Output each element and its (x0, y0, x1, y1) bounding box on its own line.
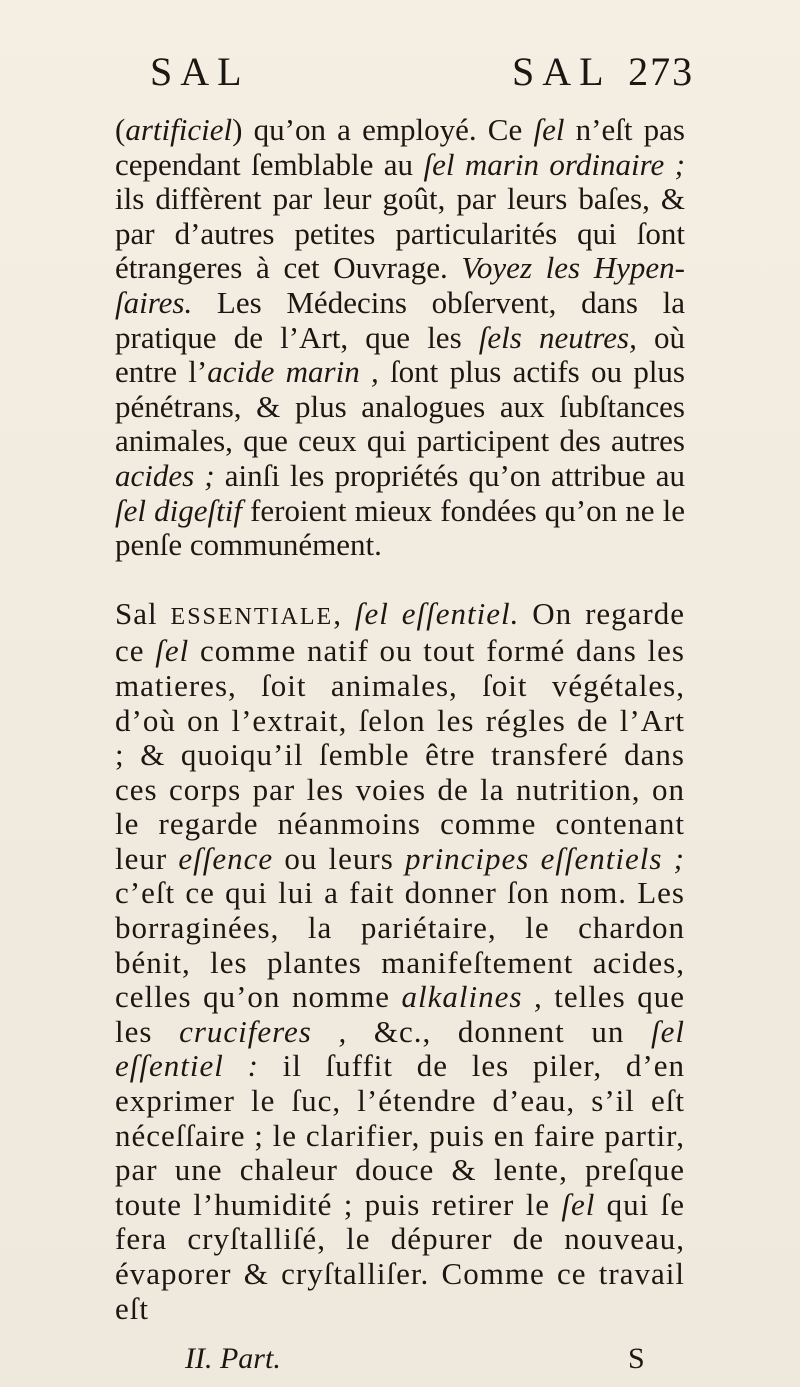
text-run: comme natif ou tout formé dans les matieres, ſoit animales, ſoit végétales, d’où on l’extrait, ſelon les régles de l’Art ; & quoiqu’il ſemble être transferé dans ces corps par les voies de la nutrition, on le regarde néanmoins comme contenant leur (115, 633, 685, 876)
italic-term: ſel digeſtif (115, 492, 242, 528)
text-run: ils diffèrent par leur goût, par leurs baſes, & par d’autres petites particularités qui ſont étrangeres à cet Ouvrage. (115, 181, 685, 286)
text-run: ( (115, 112, 126, 147)
text-run: n’eſt pas cependant ſemblable au (115, 112, 685, 182)
text-run: ou leurs (273, 840, 405, 876)
paragraph-sal-essentiale (115, 597, 685, 1326)
italic-term: Voyez les Hypen-ſaires. (115, 250, 686, 320)
header-left-word: SAL (150, 49, 250, 94)
italic-term: ſel (155, 633, 190, 669)
italic-term: alkalines , (401, 979, 543, 1015)
text-run: On regarde ce (115, 595, 686, 669)
italic-term: principes eſſentiels ; (405, 840, 685, 876)
running-header (150, 48, 695, 98)
italic-term: ſel eſſentiel. (354, 595, 520, 631)
header-right-word: SAL (512, 49, 611, 94)
text-run: ſont plus actifs ou plus pénétrans, & plus analogues aux ſubſtances animales, que ceux qui participent des autres (115, 354, 685, 459)
italic-term: eſſence (178, 840, 274, 876)
page-number: 273 (628, 49, 695, 94)
text-run: ainſi les propriétés qu’on attribue au (214, 457, 685, 493)
text-run: telles que les (115, 979, 685, 1049)
text-run: qui ſe fera cryſtalliſé, le dépurer de nouveau, évaporer & cryſtalliſer. Comme ce travail eſt (115, 1186, 685, 1326)
italic-term: ſels neutres, (478, 319, 637, 355)
header-right (512, 48, 694, 95)
italic-term: artificiel (125, 112, 233, 147)
text-run: Les Médecins obſervent, dans la pratique de l’Art, que les (115, 284, 685, 355)
italic-term: acides ; (115, 457, 215, 493)
italic-term: acide marin , (207, 354, 379, 390)
text-run: , (333, 595, 355, 631)
text-run: Sal (115, 595, 171, 631)
italic-term: ſel marin ordinaire ; (423, 146, 686, 182)
signature-mark: S (628, 1342, 645, 1375)
signature-line: II. Part. (185, 1342, 281, 1375)
italic-term: ſel (533, 112, 565, 147)
text-run: ) qu’on a employé. Ce (232, 112, 534, 147)
text-run: feroient mieux fondées qu’on ne le penſe communément. (115, 492, 685, 563)
italic-term: ſel (561, 1186, 596, 1222)
text-run: où entre l’ (115, 319, 685, 390)
text-run: c’eſt ce qui lui a fait donner ſon nom. Les borraginées, la pariétaire, le chardon bénit, les plantes manifeſtement acides, celles qu’on nomme (115, 875, 685, 1015)
text-run: &c., donnent un (347, 1013, 651, 1049)
italic-term: ſel eſſentiel : (115, 1013, 685, 1084)
italic-term: cruciferes , (179, 1013, 348, 1049)
page-body (115, 113, 685, 1326)
text-run: il ſuffit de les piler, d’en exprimer le ſuc, l’étendre d’eau, s’il eſt néceſſaire ; le clarifier, puis en faire partir, par une chaleur douce & lente, preſque toute l’humidité ; puis retirer le (115, 1048, 685, 1222)
small-caps-term: ESSENTIALE (170, 603, 334, 630)
paragraph-sel-marin (115, 113, 685, 563)
page-footer (185, 1342, 665, 1382)
